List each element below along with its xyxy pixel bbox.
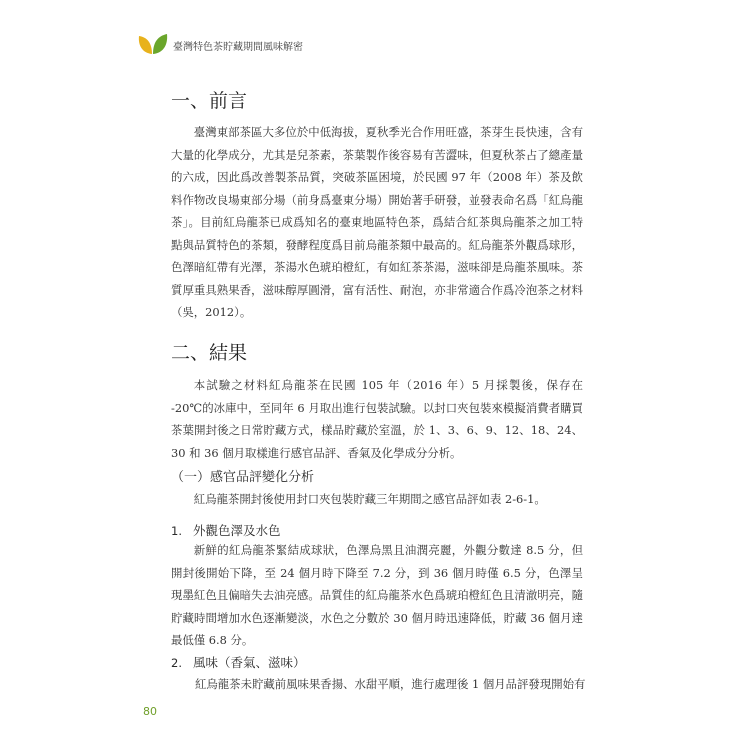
- leaf-logo-icon: [138, 33, 168, 55]
- item-number: 1.: [171, 524, 182, 538]
- item-heading-flavor: [171, 653, 306, 671]
- subsection-heading-sensory: （一）感官品評變化分析: [171, 470, 315, 485]
- appearance-paragraph: 新鮮的紅烏龍茶緊結成球狀，色澤烏黑且油潤亮麗，外觀分數達 8.5 分，但開封後開始下降，至 24 個月時下降至 7.2 分，到 36 個月時僅 6.5 分，色澤呈現墨紅色且偏暗失去油亮感。品質佳的紅烏龍茶水色爲琥珀橙紅色且清澈明亮，隨貯藏時間增加水色逐漸變淡，水色之分數於 30 個月時迅速降低，貯藏 36 個月達最低僅 6.8 分。: [171, 543, 583, 647]
- section-heading-intro: 一、前言: [171, 90, 248, 112]
- flavor-first-line: 紅烏龍茶未貯藏前風味果香揚、水甜平順，進行處理後 1 個月品評發現開始有: [195, 677, 586, 691]
- item-title: 風味（香氣、滋味）: [193, 655, 306, 670]
- item-number: 2.: [171, 656, 182, 670]
- item-title: 外觀色澤及水色: [193, 523, 281, 538]
- running-title: 臺灣特色茶貯藏期間風味解密: [173, 42, 303, 53]
- section-heading-results: 二、結果: [171, 342, 248, 364]
- results-paragraph: 本試驗之材料紅烏龍茶在民國 105 年（2016 年）5 月採製後，保存在 -20℃的冰庫中，至同年 6 月取出進行包裝試驗。以封口夾包裝來模擬消費者購買茶葉開封後之日常貯藏方式，樣品貯藏於室溫，於 1、3、6、9、12、18、24、30 和 36 個月取樣進行感官品評、香氣及化學成分分析。: [171, 378, 583, 460]
- sensory-intro-paragraph: 紅烏龍茶開封後使用封口夾包裝貯藏三年期間之感官品評如表 2-6-1。: [193, 492, 546, 506]
- page-number: 80: [143, 705, 157, 718]
- item-heading-appearance: [171, 521, 281, 539]
- intro-paragraph: 臺灣東部茶區大多位於中低海拔，夏秋季光合作用旺盛，茶芽生長快速，含有大量的化學成分，尤其是兒茶素，茶葉製作後容易有苦澀味，但夏秋茶占了總產量的六成，因此爲改善製茶品質，突破茶區困境，於民國 97 年（2008 年）茶及飲料作物改良場東部分場（前身爲臺東分場）開始著手研發，並發表命名爲「紅烏龍茶」。目前紅烏龍茶已成爲知名的臺東地區特色茶，爲結合紅茶與烏龍茶之加工特點與品質特色的茶類，發酵程度爲目前烏龍茶類中最高的。紅烏龍茶外觀爲球形，色澤暗紅帶有光澤，茶湯水色琥珀橙紅，有如紅茶茶湯，滋味卻是烏龍茶風味。茶質厚重具熟果香，滋味醇厚圓滑，富有活性、耐泡，亦非常適合作爲冷泡茶之材料（吳，2012）。: [171, 125, 583, 319]
